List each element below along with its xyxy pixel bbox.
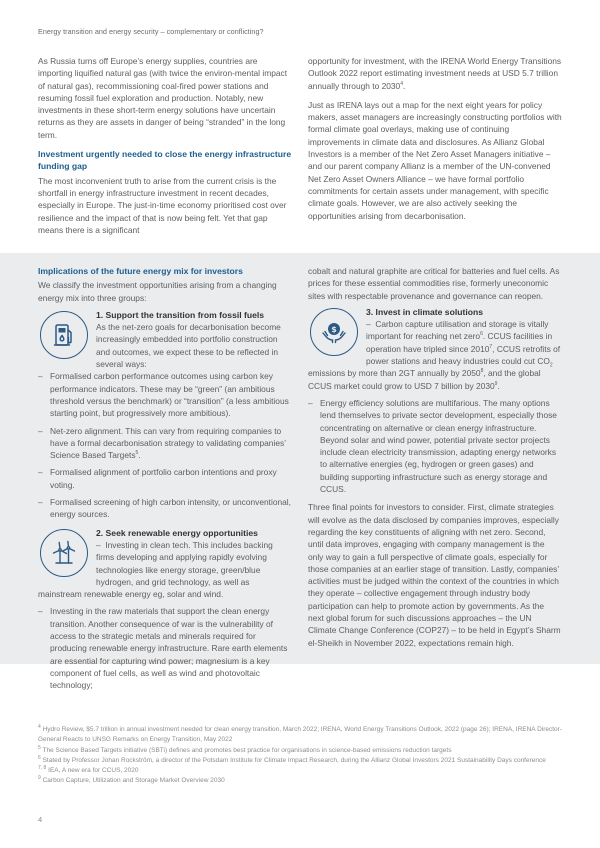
intro-paragraph-2: The most inconvenient truth to arise from the current crisis is the shortfall in energy infrastructure investment in recent decades, especially in Europe. The just-in-time economy prioritised cost over resilience and the impact of that is now being felt. Yet that gap means there is a significant [38,175,287,235]
footnote-9: $^9$ Carbon Capture, Utilization and Storage Market Overview 2030 [38,775,225,785]
section-1-list [38,370,292,520]
footnote-4: $^4$ Hydro Review, $5.7 trillion in annual investment needed for clean energy transition, March 2022; IRENA, World Energy Transitions Outlook, 2022 (page 26); IRENA, IRENA Director-General Reacts to UNSG Remarks on Energy Transition, May 2022 [38,723,563,744]
panel-left-column [38,265,292,698]
footnote-ref-6[interactable]: 6 [480,331,483,338]
footnote-ref-4[interactable]: 4 [400,80,403,87]
footnote-ref-5[interactable]: 5 [135,450,139,457]
closing-paragraph: Three final points for investors to consider. First, climate strategies will evolve as the data disclosed by companies improves, especially regarding the key constituents of aligning with net zero. Second, until data improves, engaging with company management is the only way to gain a full perspective of climate goals, especially for those companies at an earlier stage of transition. Lastly, companies’ activities must be judged within the context of the countries in which they operate – collective engagement through industry body participation can help to promote action by governments. As the next global forum for such discussions approaches – the UN Climate Change Conference (COP27) – to be held in Egypt’s Sharm el-Sheikh in November 2022, expectations remain high. [308,502,561,648]
footnote-5: $^5$ The Science Based Targets initiative (SBTi) defines and promotes best practice for organisations in science-based emissions reduction targets [38,744,452,754]
section-2-list [38,605,292,691]
running-header: Energy transition and energy security – complementary or conflicting? [38,27,264,36]
intro-paragraph-4: Just as IRENA lays out a map for the next eight years for policy makers, asset managers are increasingly constructing portfolios with formal climate goal overlays, making use of continuing improvements in climate data and disclosures. As Allianz Global Investors is a member of the Net Zero Asset Managers initiative – and our parent company Allianz is a member of the UN-convened Net Zero Asset Owners Alliance – we have formal portfolio commitments for certain assets under management, with specific climate goals. However, we are also actively seeking the opportunities arising from decarbonisation. [308,99,562,221]
section-3-title: 3. Invest in climate solutions [366,306,484,317]
list-item: – Net-zero alignment. This can vary from requiring companies to have a formal decarbonisation strategy to validating companies’ Science Based Targets$^5$. [38,425,292,462]
list-item: – Energy efficiency solutions are multifarious. The many options lend themselves to private sector development, especially those concentrating on alternative or clean energy infrastructure. Beyond solar and wind power, potential private sector projects include clean electricity transmission, adapting energy networks to alternative energies (eg, hydrogen or green gases) and building supporting infrastructure such as energy storage and CCUS. [308,397,562,495]
panel-heading: Implications of the future energy mix for investors [38,266,243,276]
footnote-ref-7[interactable]: 7 [489,343,493,350]
wind-turbine-icon [40,529,88,577]
energy-mix-panel [0,253,600,691]
section-1-lead: As the net-zero goals for decarbonisation become increasingly embedded into portfolio construction and outcomes, we expect these to be reflected in several ways: [96,322,281,370]
list-item: – Investing in the raw materials that support the clean energy transition. Another consequence of war is the vulnerability of access to the strategic metals and minerals required for producing renewable energy infrastructure. Rare earth elements are essential for capturing wind power; magnesium is a key component of fuel cells, as well as wind and photovoltaic technology; [38,605,292,691]
list-item: – Formalised carbon performance outcomes using carbon key performance indicators. These may be “green” (an ambitious threshold versus the benchmark) or “transition” (a less ambitious starting point, but progressively more ambitious). [38,370,292,419]
intro-paragraph-1: As Russia turns off Europe’s energy supplies, countries are importing liquified natural gas (with twice the environ-mental impact of natural gas), recommissioning coal-fired power stations and resuming fossil fuel exploration and production. Notably, new investments in these short-term energy solutions have uncertain returns as they are assets in danger of being “stranded” in the long term. [38,56,288,140]
page-number: 4 [38,815,43,824]
section-fossil-transition [38,309,292,521]
list-item: – Formalised alignment of portfolio carbon intentions and proxy voting. [38,466,292,491]
intro-right-column [308,55,562,243]
hands-globe-dollar-icon [310,308,358,356]
list-item: – Formalised screening of high carbon intensity, or unconventional, energy sources. [38,496,292,521]
section-2-title: 2. Seek renewable energy opportunities [96,527,258,538]
intro-left-column [38,55,292,243]
panel-intro: We classify the investment opportunities arising from a changing energy mix into three groups: [38,280,277,303]
panel-right-column [308,265,562,698]
section-2-lead: – Investing in clean tech. This includes backing firms developing and applying rapidly evolving technologies like energy storage, green/blue hydrogen, and grid technology, as well as mainstream renewable energy eg, solar and wind. [38,539,292,600]
footnote-7-8: $^{7, 8}$ IEA, A new era for CCUS, 2020 [38,765,139,775]
footnotes [38,725,568,787]
section-3-lead: – Carbon capture utilisation and storage is vitally important for reaching net zero$^6$. CCUS facilities in operation have tripled since 2010$^7$, CCUS retrofits of power stations and heavy industries could cut $CO_2$ emissions by more than 2GT annually by 2050$^8$, and the global CCUS market could grow to USD 7 billion by 2030$^9$. [308,318,562,392]
section-1-title: 1. Support the transition from fossil fuels [96,309,265,320]
svg-text:$: $ [331,324,337,334]
section-climate-solutions [308,306,562,495]
intro-paragraph-3: opportunity for investment, with the IRENA World Energy Transitions Outlook 2022 report estimating investment needs at USD 5.7 trillion annually through to 2030$^4$. [308,56,562,91]
footnote-ref-9[interactable]: 9 [494,380,498,387]
section-renewables [38,527,292,692]
section-3-list [308,397,562,495]
funding-gap-heading: Investment urgently needed to close the energy infrastructure funding gap [38,149,292,172]
footnote-ref-8[interactable]: 8 [480,368,484,375]
raw-materials-continuation: cobalt and natural graphite are critical for batteries and fuel cells. As prices for these essential commodities rise, formerly uneconomic sites with respectable provenance and governance can reopen. [308,266,560,301]
intro-section [38,55,562,243]
fuel-pump-icon [40,311,88,359]
footnote-6: $^6$ Stated by Professor Johan Rockström, a director of the Potsdam Institute for Climate Impact Research, during the Allianz Global Investors 2021 Sustainability Days conference [38,754,546,764]
